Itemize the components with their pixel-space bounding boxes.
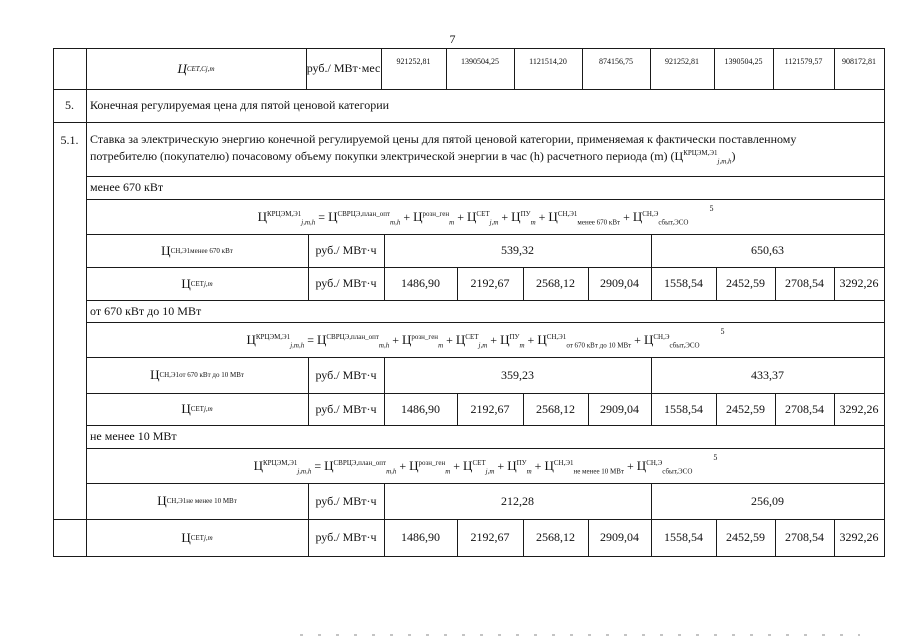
set-value: 3292,26 [839,530,879,544]
symbol-set: Ц СЕТ j,m [181,529,213,545]
section-number: 5. [65,98,74,112]
unit-cell: руб./ МВт·ч [315,530,377,544]
description-line-1: Ставка за электрическую энергию конечной регулируемой цены для пятой ценовой категории, применяемая к фактически поставленному [90,132,797,146]
sn-value: 359,23 [501,367,534,382]
formula: $Ц^{КРЦЭМ,Э1}_{j,m,h} = Ц^{СВРЦЭ,план\_опт}_{m,h} + Ц^{розн\_ген}_m + Ц^{СЕТ}_{j,m} + Ц^{ПУ}_m + Ц^{СН,Э1}_{менее 670 кВт} + Ц^{СН,Э}_{сбыт,ЭСО}$ $^5$ [257,203,714,226]
set-value: 2909,04 [600,401,639,416]
unit-cell: руб./ МВт·ч [315,276,377,290]
section-description [90,131,880,165]
set-value: 1558,54 [664,276,703,290]
formula: $Ц^{КРЦЭМ,Э1}_{j,m,h} = Ц^{СВРЦЭ,план\_опт}_{m,h} + Ц^{розн\_ген}_m + Ц^{СЕТ}_{j,m} + Ц^{ПУ}_m + Ц^{СН,Э1}_{не менее 10 МВт} + Ц^{СН,Э}_{сбыт,ЭСО}$ $^5$ [253,452,718,475]
unit-cell: руб./ МВт·ч [315,401,377,416]
value-cell: 1390504,25 [724,56,763,66]
section-title: Конечная регулируемая цена для пятой ценовой категории [90,98,390,112]
symbol-set: Ц СЕТ j,m [181,275,213,291]
section-number: 5.1. [60,132,79,147]
set-value: 3292,26 [839,276,879,290]
value-cell: 1121579,57 [784,56,823,66]
unit-cell: руб./ МВт·ч [315,493,377,508]
symbol-set: Ц СЕТ j,m [181,401,213,416]
set-value: 2568,12 [536,276,575,290]
group-label: от 670 кВт до 10 МВт [90,303,202,318]
symbol-cset-c: Ц СЕТ,С j,m [177,60,215,76]
set-value: 1558,54 [664,401,703,416]
value-cell: 908172,81 [842,56,876,66]
sn-value: 433,37 [751,367,784,382]
set-value: 2708,54 [785,276,824,290]
set-value: 2909,04 [600,276,639,290]
set-value: 2192,67 [470,276,510,290]
set-value: 1558,54 [664,530,703,544]
formula: $Ц^{КРЦЭМ,Э1}_{j,m,h} = Ц^{СВРЦЭ,план\_опт}_{m,h} + Ц^{розн\_ген}_m + Ц^{СЕТ}_{j,m} + Ц^{ПУ}_m + Ц^{СН,Э1}_{от 670 кВт до 10 МВт} + Ц^{СН,Э}_{сбыт,ЭСО}$ $^5$ [246,326,725,349]
set-value: 2708,54 [785,401,824,416]
set-value: 1486,90 [401,276,440,290]
unit-cell: руб./ МВт·ч [315,367,377,382]
unit-cell: руб./ МВт·ч [315,243,377,257]
set-value: 2192,67 [470,530,510,544]
sn-value: 212,28 [501,493,534,508]
scan-artifact [300,634,860,636]
description-line-2: потребителю (покупателю) почасовому объему покупки электрической энергии в час (h) расчетного периода (m) $(Ц^{КРЦЭМ,Э1}_{j,m,h})$ [90,149,736,166]
set-value: 2568,12 [536,530,575,544]
set-value: 1486,90 [401,530,440,544]
formula-row [86,448,885,483]
value-cell: 1390504,25 [461,56,499,66]
set-value: 2452,59 [726,276,765,290]
value-cell: 1121514,20 [529,56,567,66]
set-value: 1486,90 [401,401,440,416]
symbol-sn: Ц СН,Э1 менее 670 кВт [161,242,233,258]
formula-row [86,322,885,357]
group-label: не менее 10 МВт [90,429,177,443]
hline [53,122,885,123]
value-cell: 921252,81 [665,56,699,66]
page-number: 7 [449,32,456,46]
set-value: 2708,54 [785,530,824,544]
set-value: 2192,67 [470,401,510,416]
sn-value: 650,63 [751,243,784,257]
set-value: 2568,12 [536,401,575,416]
sn-value: 256,09 [751,493,784,508]
value-cell: 921252,81 [396,56,431,66]
set-value: 2452,59 [726,530,765,544]
set-value: 2452,59 [726,401,765,416]
unit-cell: руб./ МВт·мес [306,61,381,75]
hline [53,556,885,557]
group-label: менее 670 кВт [90,180,164,194]
set-value: 3292,26 [839,401,879,416]
value-cell: 874156,75 [599,56,633,66]
symbol-sn: Ц СН,Э1 не менее 10 МВт [157,493,237,508]
set-value: 2909,04 [600,530,639,544]
formula-row [86,199,885,234]
table-border-left [53,48,54,557]
sn-value: 539,32 [501,243,534,257]
symbol-sn: Ц СН,Э1 от 670 кВт до 10 МВт [150,367,244,382]
